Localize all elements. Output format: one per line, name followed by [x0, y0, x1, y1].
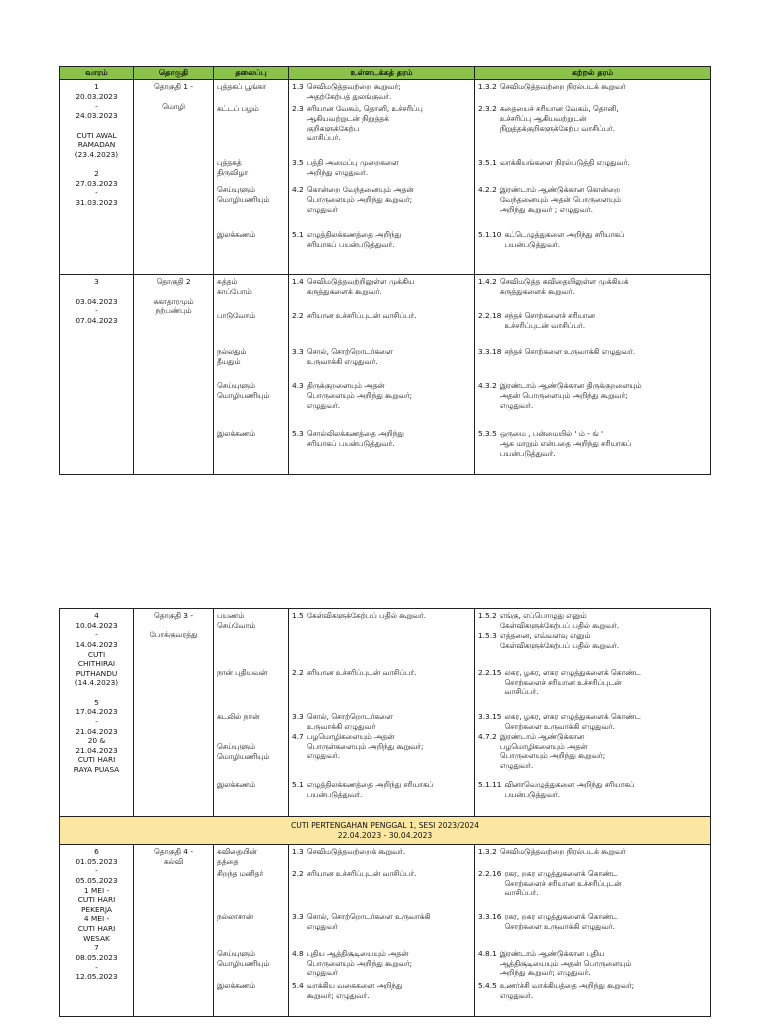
standard-text: உணர்ச்சி வாக்கியத்தை அறிந்து கூறுவர்; எழுதுவர்.	[499, 981, 635, 1000]
learning-standard-item	[478, 949, 707, 981]
standard-text: செவிமடுத்தவற்றிலுள்ள முக்கிய கருத்துகளைக் கூறுவர்.	[306, 277, 415, 297]
standard-text: பத்தி அமைப்பு முறைகளை அறிந்து எழுதுவர்.	[306, 158, 399, 178]
lesson-plan-table-1	[59, 66, 711, 475]
standard-number: 1.4.2	[478, 277, 497, 287]
standard-number: 5.1.11	[478, 780, 502, 789]
content-standard-item	[292, 981, 471, 1000]
standard-number: 3.3	[292, 347, 304, 357]
content-standard-item	[292, 732, 471, 780]
standard-number: 3.5.1	[478, 158, 497, 168]
standard-text: சரியான உச்சரிப்புடன் வாசிப்பர்.	[306, 311, 417, 321]
header-content-standard: உள்ளடக்கத் தரம்	[289, 67, 475, 80]
header-topic: தலைப்பு	[214, 67, 289, 80]
content-standard-item	[292, 429, 471, 448]
week-text: 6 01.05.2023 - 05.05.2023 1 MEI - CUTI HARI PEKERJA 4 MEI - CUTI HARI WESAK 7 08.05.2023 - 12.05.2023	[75, 847, 118, 982]
week-cell	[60, 609, 134, 817]
standard-text: செவிமடுத்தவற்றைக் கூறுவர்.	[306, 847, 406, 856]
header-unit: தொகுதி	[134, 67, 214, 80]
standard-text: கதையைச் சரியான வேகம், தொனி, உச்சரிப்பு ஆகியவற்றுடன் நிறுத்தக்குறிகளுக்கேற்ப வாசிப்பர்.	[499, 104, 619, 133]
topic-text: கடலில் நான்	[217, 712, 260, 721]
standard-number: 1.5.2	[478, 611, 497, 620]
content-standard-item	[292, 158, 471, 185]
content-standard-item	[292, 712, 471, 732]
learning-standard-item	[478, 381, 707, 429]
content-standard-item	[292, 311, 471, 347]
standard-text: இரண்டாம் ஆண்டுக்கான பழமொழிகளையும் அதன் பொருளையும் அறிந்து கூறுவர்; எழுதுவர்.	[499, 732, 606, 770]
week-cell	[60, 275, 134, 475]
standard-number: 2.3.2	[478, 104, 497, 114]
standard-number: 5.1	[292, 230, 304, 240]
standard-text: வினாவெழுத்துகளை அறிந்து சரியாகப் பயன்படுத்துவர்.	[504, 780, 635, 799]
standard-text: திருக்குறளையும் அதன் பொருளையும் அறிந்து கூறுவர்; எழுதுவர்.	[306, 381, 413, 410]
learning-standard-item	[478, 82, 707, 104]
learning-standard-item	[478, 732, 707, 780]
learning-standard-item	[478, 712, 707, 732]
standard-text: ரகர, றகர எழுத்துகளைக் கொண்ட சொற்களை உருவாக்கி எழுதுவர்.	[504, 912, 618, 931]
standard-text: சந்தச் சொற்களை உருவாக்கி எழுதுவர்.	[504, 347, 636, 357]
content-standard-item	[292, 869, 471, 912]
topic-text: கவிதையின் தத்தை	[217, 847, 257, 866]
standard-text: லகர, ழகர, ளகர எழுத்துகளைக் கொண்ட சொற்களைச் சரியான உச்சரிப்புடன் வாசிப்பர்.	[504, 668, 641, 697]
content-standard-item	[292, 611, 471, 668]
standard-number: 3.3.15	[478, 712, 502, 721]
standard-text: கட்டெழுத்துகளை அறிந்து சரியாகப் பயன்படுத்துவர்.	[504, 230, 625, 250]
standard-number: 1.3.2	[478, 82, 497, 92]
learning-standard-item	[478, 847, 707, 869]
topic-text: பாடுவோம்	[217, 311, 256, 321]
week-text: 3 03.04.2023 - 07.04.2023	[75, 277, 118, 325]
table-row	[60, 609, 711, 817]
standard-number: 2.3	[292, 104, 304, 114]
table-row	[60, 845, 711, 1017]
topic-text: செய்யுளும் மொழியணியும்	[217, 742, 270, 761]
standard-text: எழுத்திலக்கணத்தை அறிந்து சரியாகப் பயன்படுத்துவர்.	[306, 780, 434, 799]
standard-number: 4.7	[292, 732, 304, 741]
learning-standard-item	[478, 981, 707, 1000]
content-standard-item	[292, 668, 471, 712]
learning-standard-item	[478, 158, 707, 185]
learning-standard-item	[478, 311, 707, 347]
unit-text: தொகுதி 3 - போக்குவரத்து	[149, 611, 198, 640]
content-standard-item	[292, 277, 471, 311]
learning-standard-item	[478, 668, 707, 712]
content-standard-cell	[289, 80, 475, 275]
week-text: 4 10.04.2023 - 14.04.2023 CUTI CHITHIRAI PUTHANDU (14.4.2023) 5 17.04.2023 - 21.04.2023 20 & 21.04.2023 CUTI HARI RAYA PUASA	[73, 611, 120, 774]
learning-standard-cell	[475, 609, 711, 817]
week-cell	[60, 845, 134, 1017]
topic-text: செய்யுளும் மொழியணியும்	[217, 949, 270, 968]
standard-text: எழுத்திலக்கணத்தை அறிந்து சரியாகப் பயன்படுத்துவர்.	[306, 230, 401, 250]
standard-text: வாக்கிய வகைகளை அறிந்து கூறுவர்; எழுதுவர்.	[306, 981, 403, 1000]
learning-standard-item	[478, 277, 707, 311]
standard-number: 4.8.1	[478, 949, 497, 958]
topic-text: பயணம் செய்வோம்	[217, 611, 256, 630]
standard-text: ரகர, றகர எழுத்துகளைக் கொண்ட சொற்களைச் சரியான உச்சரிப்புடன் வாசிப்பர்.	[504, 869, 622, 898]
topic-text: கட்டப் பழம்	[217, 104, 259, 114]
standard-number: 3.3	[292, 712, 304, 721]
learning-standard-cell	[475, 80, 711, 275]
standard-text: ஒருமை , பன்மையில் ' ம் - ங் ' ஆக மாறும் என்பதை அறிந்து சரியாகப் பயன்படுத்துவர்.	[499, 429, 632, 458]
content-standard-item	[292, 847, 471, 869]
holiday-dates: 22.04.2023 - 30.04.2023	[337, 830, 433, 840]
standard-text: பழமொழிகளையும் அதன் பொருள்களையும் அறிந்து கூறுவர்; எழுதுவர்.	[306, 732, 424, 761]
standard-text: செவிமடுத்தவற்றை நிரல்படக் கூறுவர்	[499, 847, 626, 856]
topic-text: சுத்தம் காப்போம்	[217, 277, 252, 297]
content-standard-cell	[289, 845, 475, 1017]
content-standard-item	[292, 780, 471, 799]
standard-number: 5.4	[292, 981, 304, 990]
standard-number: 1.5	[292, 611, 304, 620]
table-row	[60, 275, 711, 475]
topic-cell	[214, 80, 289, 275]
learning-standard-item	[478, 230, 707, 249]
standard-number: 5.4.5	[478, 981, 497, 990]
content-standard-item	[292, 912, 471, 949]
content-standard-item	[292, 104, 471, 158]
learning-standard-item	[478, 185, 707, 230]
table-header-row	[60, 67, 711, 80]
topic-text: செய்யுளும் மொழியணியும்	[217, 381, 270, 401]
unit-cell	[134, 609, 214, 817]
content-standard-item	[292, 347, 471, 381]
standard-text: செவிமடுத்தவற்றை கூறுவர்; அதற்கேற்பத் துலங்குவர்.	[306, 82, 401, 102]
learning-standard-cell	[475, 845, 711, 1017]
standard-number: 2.2	[292, 869, 304, 878]
standard-number: 2.2	[292, 311, 304, 321]
topic-text: நான் புதியவன்	[217, 668, 268, 677]
standard-number: 1.5.3	[478, 631, 497, 640]
standard-text: சரியான உச்சரிப்புடன் வாசிப்பர்.	[306, 668, 417, 677]
unit-text: தொகுதி 4 - கல்வி	[153, 847, 194, 866]
standard-number: 3.5	[292, 158, 304, 168]
content-standard-item	[292, 381, 471, 429]
standard-text: சொல், சொற்றொடர்களை உருவாக்கி எழுதுவர்.	[306, 347, 393, 367]
standard-text: லகர, ழகர, ளகர எழுத்துகளைக் கொண்ட சொற்களை உருவாக்கி எழுதுவர்.	[504, 712, 641, 731]
standard-number: 5.3	[292, 429, 304, 439]
topic-text: இலக்கணம்	[217, 429, 256, 439]
content-standard-cell	[289, 275, 475, 475]
table-row	[60, 80, 711, 275]
content-standard-item	[292, 82, 471, 104]
topic-text: சிறந்த மனிதர்	[217, 869, 264, 878]
standard-number: 2.2.15	[478, 668, 502, 677]
topic-text: நல்லாசான்	[217, 912, 253, 921]
standard-text: சொல், சொற்றொடர்களை உருவாக்கி எழுதுவர்	[306, 912, 431, 931]
standard-text: இரண்டாம் ஆண்டுக்கான திருக்குறளையும் அதன் பொருளையும் அறிந்து கூறுவர்; எழுதுவர்.	[499, 381, 642, 410]
learning-standard-item	[478, 347, 707, 381]
topic-text: புத்தகப் பூங்கா	[217, 82, 267, 92]
content-standard-cell	[289, 609, 475, 817]
standard-text: இரண்டாம் ஆண்டுக்கான புதிய ஆத்திசூடியையும் அதன் பொருளையும் அறிந்து கூறுவர்; எழுதுவர்.	[499, 949, 632, 978]
content-standard-item	[292, 949, 471, 981]
standard-text: கேள்விகளுக்கேற்பப் பதில் கூறுவர்.	[306, 611, 427, 620]
standard-number: 3.3.18	[478, 347, 502, 357]
content-standard-item	[292, 230, 471, 249]
learning-standard-item	[478, 104, 707, 158]
topic-text: புத்தகத் திருவிழா	[217, 158, 249, 178]
holiday-banner-row	[60, 817, 711, 845]
learning-standard-item	[478, 631, 707, 668]
standard-text: கொன்றை வேந்தனையும் அதன் பொருளையும் அறிந்து கூறுவர்; எழுதுவர்	[306, 185, 414, 214]
unit-text: தொகுதி 2 சுகாதாரமும் நற்பண்பும்	[153, 277, 194, 316]
topic-text: செய்யுளும் மொழியணியும்	[217, 185, 270, 205]
lesson-plan-table-2	[59, 608, 711, 1017]
standard-number: 5.3.5	[478, 429, 497, 439]
topic-cell	[214, 275, 289, 475]
standard-number: 1.4	[292, 277, 304, 287]
standard-number: 4.7.2	[478, 732, 497, 741]
header-learning-standard: கற்றல் தரம்	[475, 67, 711, 80]
week-text: 1 20.03.2023 - 24.03.2023 CUTI AWAL RAMADAN (23.4.2023) 2 27.03.2023 - 31.03.2023	[74, 82, 119, 207]
standard-text: எத்தனை, எவ்வளவு எனும் கேள்விகளுக்கேற்பப் பதில் கூறுவர்.	[499, 631, 620, 650]
unit-cell	[134, 275, 214, 475]
holiday-title: CUTI PERTENGAHAN PENGGAL 1, SESI 2023/2024	[290, 820, 480, 830]
standard-number: 4.3	[292, 381, 304, 391]
standard-text: வாக்கியங்களை நிரல்படுத்தி எழுதுவர்.	[499, 158, 630, 168]
standard-text: செவிமடுத்தவற்றை நிரல்படக் கூறுவர்	[499, 82, 626, 92]
learning-standard-item	[478, 429, 707, 458]
standard-text: சரியான வேகம், தொனி, உச்சரிப்பு ஆகியவற்றுடன் நிறுத்தக் குறிகளுக்கேற்ப வாசிப்பர்.	[306, 104, 423, 143]
standard-number: 1.3	[292, 847, 304, 856]
unit-cell	[134, 80, 214, 275]
standard-number: 4.3.2	[478, 381, 497, 391]
standard-text: சொல்லிலக்கணத்தை அறிந்து சரியாகப் பயன்படுத்துவர்.	[306, 429, 404, 449]
topic-cell	[214, 609, 289, 817]
topic-text: இலக்கணம்	[217, 780, 256, 789]
standard-number: 3.3.16	[478, 912, 502, 921]
standard-text: சந்தச் சொற்களைச் சரியான உச்சரிப்புடன் வாசிப்பர்.	[504, 311, 595, 331]
standard-text: செவிமடுத்த கவிதையிலுள்ள முக்கியக் கருத்துகளைக் கூறுவர்.	[499, 277, 629, 297]
topic-cell	[214, 845, 289, 1017]
topic-text: இலக்கணம்	[217, 230, 256, 240]
header-week: வாரம்	[60, 67, 134, 80]
standard-text: புதிய ஆத்திசூடியையும் அதன் பொருளையும் அறிந்து கூறுவர்; எழுதுவர்	[306, 949, 413, 978]
standard-number: 4.8	[292, 949, 304, 958]
standard-number: 1.3.2	[478, 847, 497, 856]
unit-cell	[134, 845, 214, 1017]
learning-standard-item	[478, 912, 707, 949]
standard-number: 2.2	[292, 668, 304, 677]
unit-text: தொகுதி 1 - மொழி	[153, 82, 194, 111]
topic-text: இலக்கணம்	[217, 981, 256, 990]
standard-text: எங்கு, எப்பொழுது எனும் கேள்விகளுக்கேற்பப் பதில் கூறுவர்.	[499, 611, 620, 630]
learning-standard-cell	[475, 275, 711, 475]
standard-number: 3.3	[292, 912, 304, 921]
standard-text: இரண்டாம் ஆண்டுக்கான கொன்றை வேந்தனையும் அதன் பொருளையும் அறிந்து கூறுவர் ; எழுதுவர்.	[499, 185, 621, 214]
learning-standard-item	[478, 611, 707, 631]
content-standard-item	[292, 185, 471, 230]
standard-text: சரியான உச்சரிப்புடன் வாசிப்பர்.	[306, 869, 417, 878]
topic-text: நல்லதும் தீயதும்	[217, 347, 247, 367]
standard-number: 4.2.2	[478, 185, 497, 195]
standard-number: 2.2.16	[478, 869, 502, 878]
week-cell	[60, 80, 134, 275]
standard-number: 5.1.10	[478, 230, 502, 240]
learning-standard-item	[478, 780, 707, 799]
learning-standard-item	[478, 869, 707, 912]
standard-text: சொல், சொற்றொடர்களை உருவாக்கி எழுதுவர்	[306, 712, 393, 731]
standard-number: 5.1	[292, 780, 304, 789]
standard-number: 4.2	[292, 185, 304, 195]
standard-number: 2.2.18	[478, 311, 502, 321]
standard-number: 1.3	[292, 82, 304, 92]
holiday-banner	[60, 817, 711, 845]
